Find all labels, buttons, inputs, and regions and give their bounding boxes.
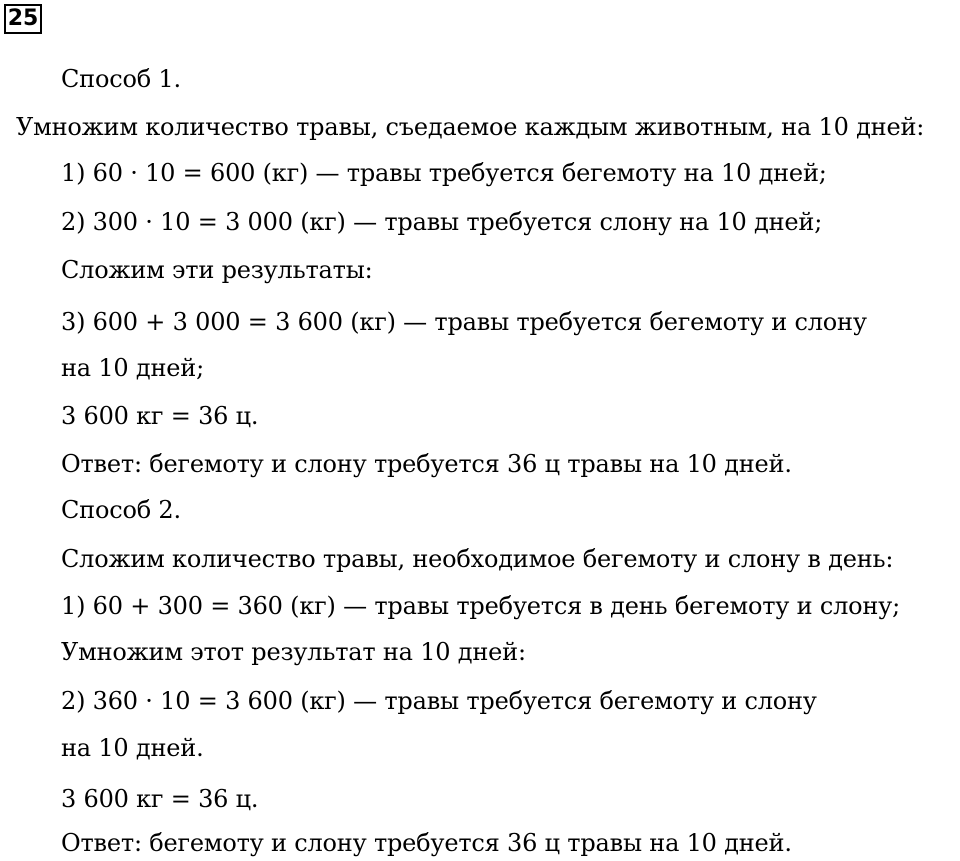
method-2-heading: Способ 2. (61, 496, 181, 524)
method-1-answer: Ответ: бегемоту и слону требуется 36 ц травы на 10 дней. (61, 450, 792, 478)
method-2-answer: Ответ: бегемоту и слону требуется 36 ц травы на 10 дней. (61, 829, 792, 857)
method-1-step-3-continued: на 10 дней; (61, 354, 204, 382)
method-1-step-3: 3) 600 + 3 000 = 3 600 (кг) — травы требуется бегемоту и слону (61, 308, 867, 336)
method-1-heading: Способ 1. (61, 65, 181, 93)
method-2-multiply-intro: Умножим этот результат на 10 дней: (61, 638, 526, 666)
method-2-step-1: 1) 60 + 300 = 360 (кг) — травы требуется в день бегемоту и слону; (61, 592, 900, 620)
method-1-sum-intro: Сложим эти результаты: (61, 256, 373, 284)
method-1-intro: Умножим количество травы, съедаемое каждым животным, на 10 дней: (16, 113, 925, 141)
method-1-step-1: 1) 60 · 10 = 600 (кг) — травы требуется бегемоту на 10 дней; (61, 159, 827, 187)
method-2-step-2: 2) 360 · 10 = 3 600 (кг) — травы требуется бегемоту и слону (61, 687, 817, 715)
method-2-intro: Сложим количество травы, необходимое бегемоту и слону в день: (61, 545, 894, 573)
method-1-step-2: 2) 300 · 10 = 3 000 (кг) — травы требуется слону на 10 дней; (61, 208, 823, 236)
method-2-step-2-continued: на 10 дней. (61, 734, 204, 762)
method-2-conversion: 3 600 кг = 36 ц. (61, 785, 259, 813)
method-1-conversion: 3 600 кг = 36 ц. (61, 402, 259, 430)
task-number-badge: 25 (4, 4, 42, 34)
